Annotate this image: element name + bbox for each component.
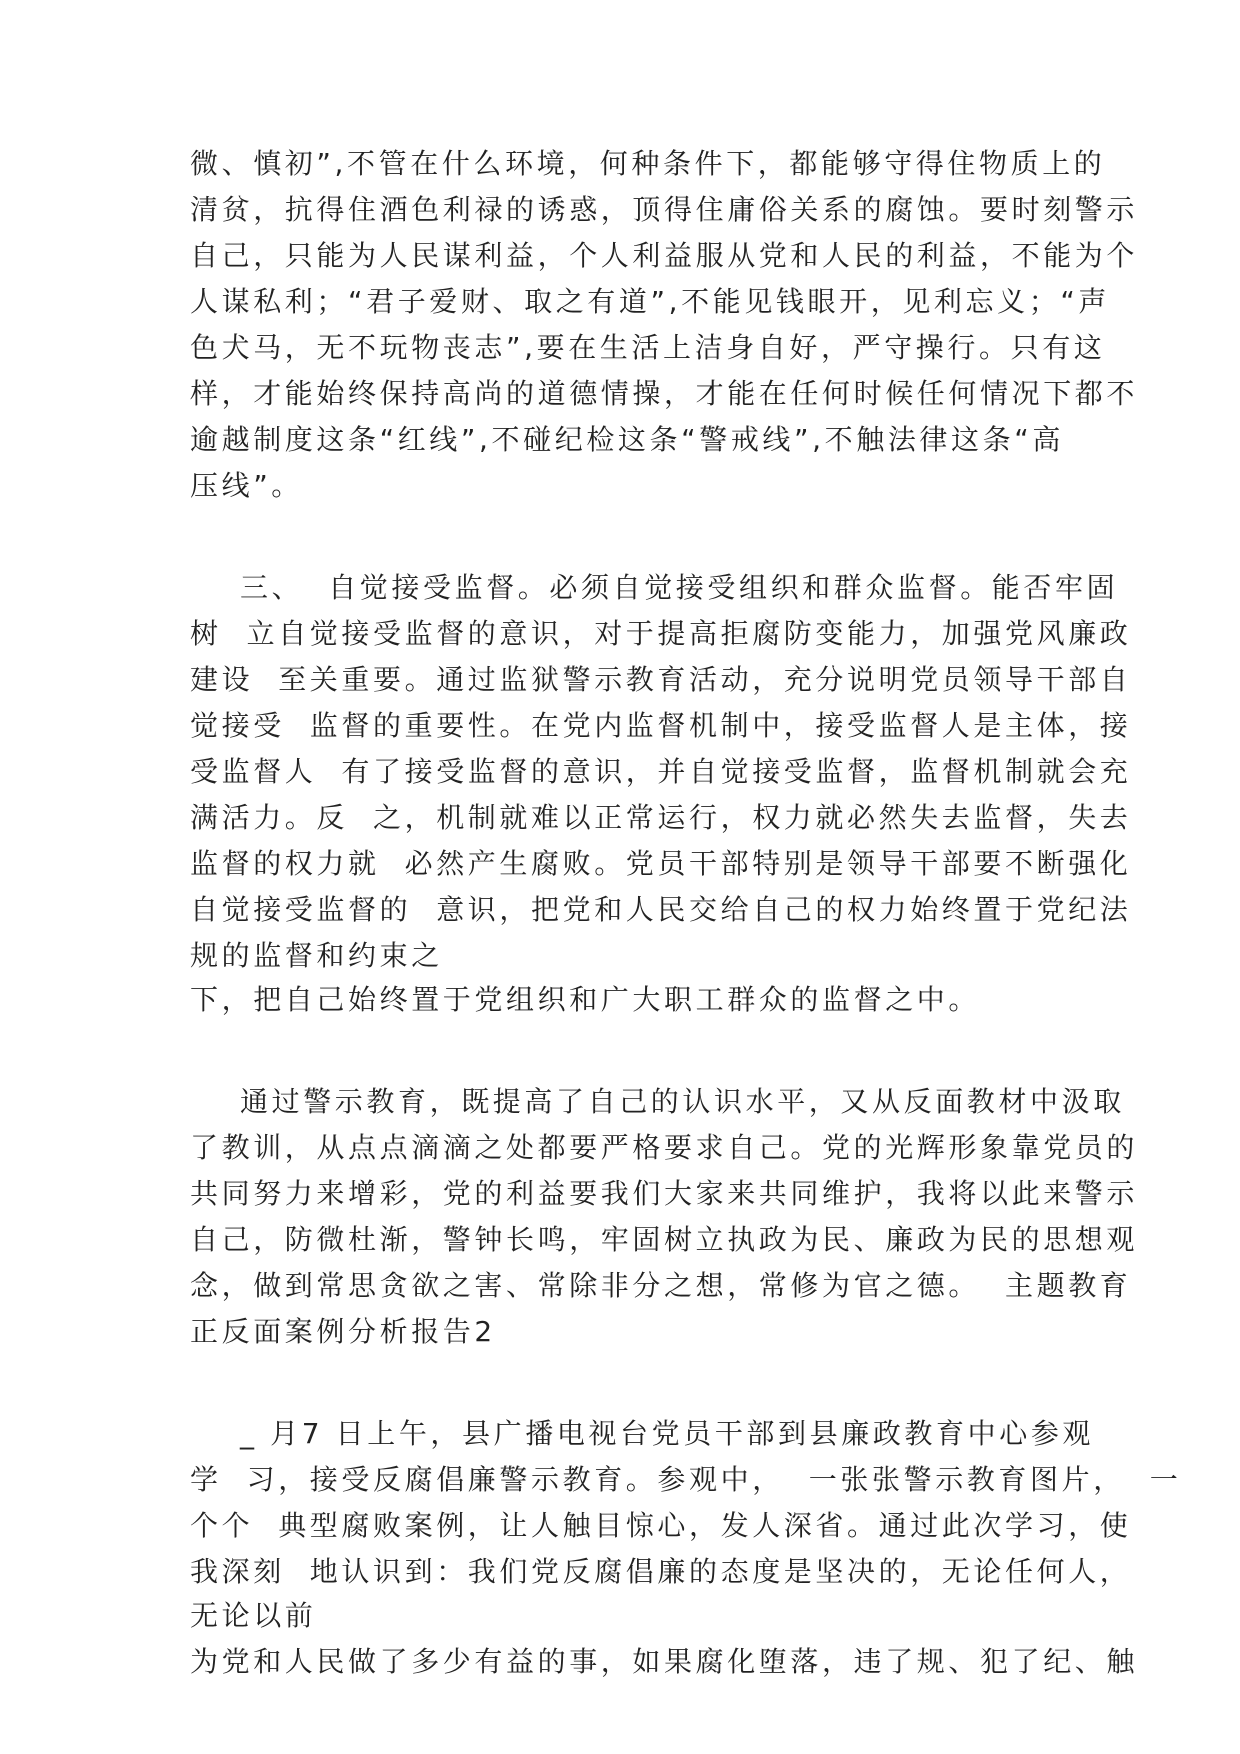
text-line: 逾越制度这条“红线”,不碰纪检这条“警戒线”,不触法律这条“高	[190, 423, 1064, 456]
text-line: 压线”。	[190, 469, 303, 502]
text-line: 人谋私利；“君子爱财、取之有道”,不能见钱眼开，见利忘义；“声	[190, 285, 1111, 318]
text-line: 学 习，接受反腐倡廉警示教育。参观中， 一张张警示教育图片， 一	[190, 1463, 1182, 1496]
text-line: 三、 自觉接受监督。必须自觉接受组织和群众监督。能否牢固	[190, 571, 1119, 604]
text-line: 了教训，从点点滴滴之处都要严格要求自己。党的光辉形象靠党员的	[190, 1131, 1139, 1164]
text-line: 正反面案例分析报告2	[190, 1315, 496, 1348]
text-line: 无论以前	[190, 1599, 317, 1632]
text-line: 念，做到常思贪欲之害、常除非分之想，常修为官之德。 主题教育	[190, 1269, 1132, 1302]
text-line: 色犬马，无不玩物丧志”,要在生活上洁身自好，严守操行。只有这	[190, 331, 1106, 364]
text-line: 样，才能始终保持高尚的道德情操，才能在任何时候任何情况下都不	[190, 377, 1139, 410]
text-line: 自觉接受监督的 意识，把党和人民交给自己的权力始终置于党纪法	[190, 893, 1132, 926]
text-line: 微、慎初”,不管在什么环境，何种条件下，都能够守得住物质上的	[190, 147, 1106, 180]
text-line: 建设 至关重要。通过监狱警示教育活动，充分说明党员领导干部自	[190, 663, 1132, 696]
text-line: 清贫，抗得住酒色利禄的诱惑，顶得住庸俗关系的腐蚀。要时刻警示	[190, 193, 1139, 226]
text-line: 个个 典型腐败案例，让人触目惊心，发人深省。通过此次学习，使	[190, 1509, 1132, 1542]
text-line: 树 立自觉接受监督的意识，对于提高拒腐防变能力，加强党风廉政	[190, 617, 1132, 650]
text-line: 通过警示教育，既提高了自己的认识水平，又从反面教材中汲取	[190, 1085, 1125, 1118]
text-line: 满活力。反 之，机制就难以正常运行，权力就必然失去监督，失去	[190, 801, 1132, 834]
text-line: 自己，防微杜渐，警钟长鸣，牢固树立执政为民、廉政为民的思想观	[190, 1223, 1139, 1256]
text-line: 觉接受 监督的重要性。在党内监督机制中，接受监督人是主体，接	[190, 709, 1132, 742]
text-line: 自己，只能为人民谋利益，个人利益服从党和人民的利益，不能为个	[190, 239, 1139, 272]
text-line: 规的监督和约束之	[190, 939, 443, 972]
text-line: 我深刻 地认识到：我们党反腐倡廉的态度是坚决的，无论任何人，	[190, 1555, 1132, 1588]
text-line: 共同努力来增彩，党的利益要我们大家来共同维护，我将以此来警示	[190, 1177, 1139, 1210]
text-line: _ 月7 日上午，县广播电视台党员干部到县廉政教育中心参观	[190, 1417, 1095, 1450]
text-line: 受监督人 有了接受监督的意识，并自觉接受监督，监督机制就会充	[190, 755, 1132, 788]
text-line: 下，把自己始终置于党组织和广大职工群众的监督之中。	[190, 983, 981, 1016]
text-line: 监督的权力就 必然产生腐败。党员干部特别是领导干部要不断强化	[190, 847, 1132, 880]
text-line: 为党和人民做了多少有益的事，如果腐化堕落，违了规、犯了纪、触	[190, 1645, 1139, 1678]
